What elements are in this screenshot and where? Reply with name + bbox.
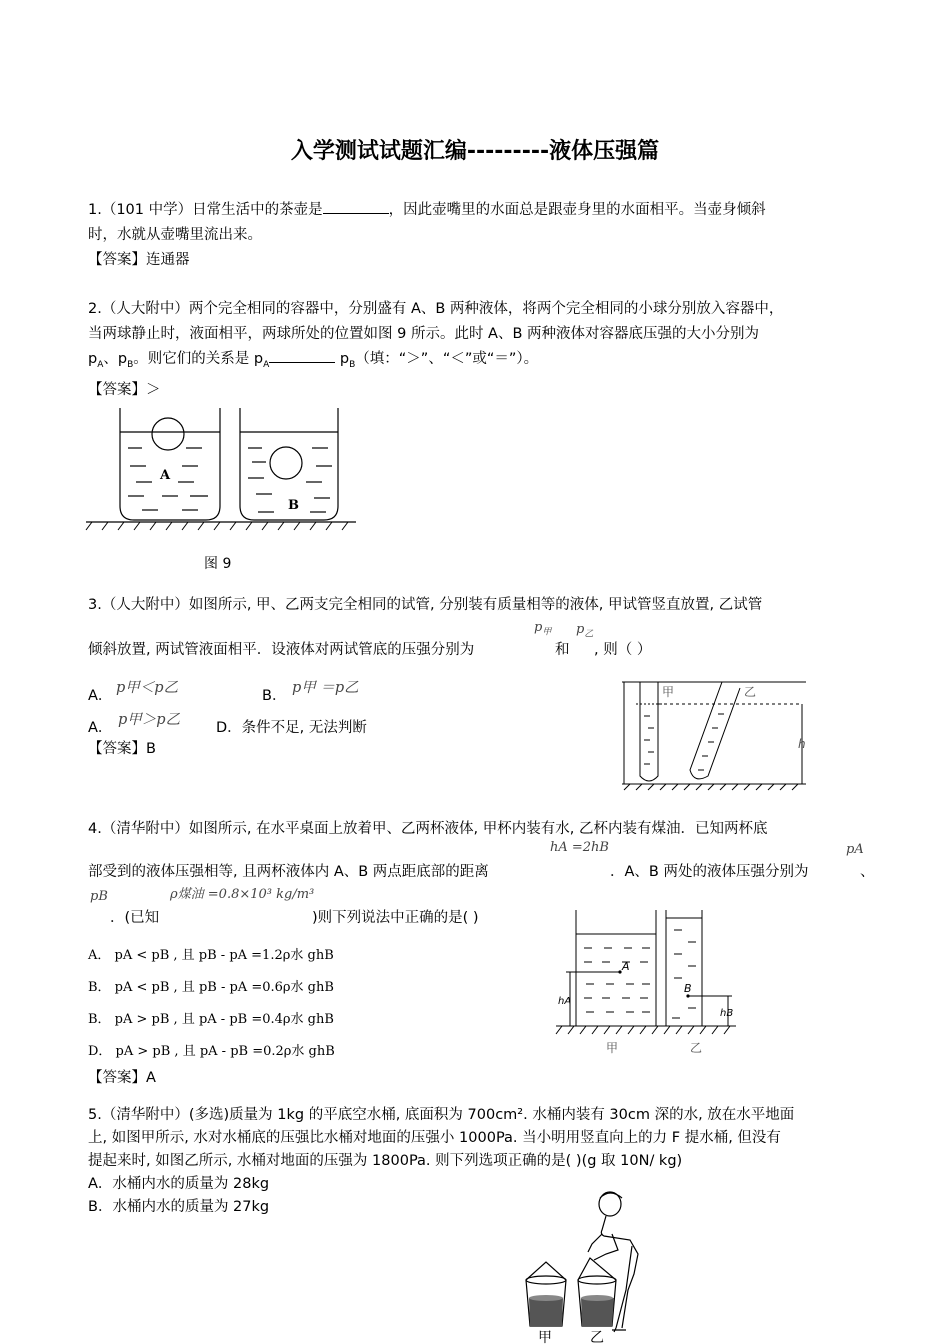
q3-option-c-label: A． [88,720,113,736]
q3-answer: 【答案】B [88,741,156,757]
figure-9-containers [86,404,361,584]
q5-text-line2: 上, 如图甲所示, 水对水桶底的压强比水桶对地面的压强小 1000Pa. 当小明用竖直向上的力 F 提水桶, 但没有 [88,1130,781,1146]
q4-option-a: A． pA < pB , 且 pB - pA =1.2ρ水 ghB [88,948,334,963]
fig-q5-yi: 乙 [590,1330,604,1344]
q3-option-c-expr: p甲＞p乙 [118,712,181,728]
fig9-label-a: A [160,468,171,483]
figure-q4-cups [556,908,756,1056]
q4-option-d: D． pA > pB , 且 pA - pB =0.2ρ水 ghB [88,1044,335,1059]
q5-text-line1: 5.（清华附中）(多选)质量为 1kg 的平底空水桶, 底面积为 700cm². 水桶内装有 30cm 深的水, 放在水平地面 [88,1107,795,1123]
q4-text-line1: 4.（清华附中）如图所示, 在水平桌面上放着甲、乙两杯液体, 甲杯内装有水, 乙杯内装有煤油．已知两杯底 [88,821,768,837]
question-1 [88,198,868,273]
q2-answer: 【答案】＞ [88,381,161,398]
q2-text-line3: $p_A$、$p_B$。则它们的关系是 $p_A$ $p_B$（填：“＞”、“＜”或“＝”）。 [88,347,868,378]
q3-and: 和 [555,642,570,658]
q3-option-a-expr: p甲＜p乙 [116,680,179,696]
q2-text-line2: 当两球静止时，液面相平，两球所处的位置如图 9 所示。此时 A、B 两种液体对容器底压强的大小分别为 [88,326,760,342]
q1-text: 1.（101 中学）日常生活中的茶壶是 [88,202,323,218]
q4-hA-eq: hA =2hB [550,840,609,855]
q1-blank [323,199,389,214]
q3-p-jia: $p_甲$ [534,620,552,638]
q3-text-line1: 3.（人大附中）如图所示, 甲、乙两支完全相同的试管, 分别装有质量相等的液体, 甲试管竖直放置, 乙试管 [88,597,763,613]
q4-option-c: B． pA > pB , 且 pA - pB =0.4ρ水 ghB [88,1012,334,1027]
q4-pB: pB [90,889,108,904]
fig-q3-h: h [798,737,806,751]
figure-q5-buckets [518,1190,668,1344]
fig-q4-jia: 甲 [606,1041,619,1055]
q1-answer: 【答案】连通器 [88,252,190,268]
q4-option-b: B． pA < pB , 且 pB - pA =0.6ρ水 ghB [88,980,334,995]
fig-q3-jia: 甲 [662,685,675,699]
fig-q4-A: A [622,960,630,973]
q3-option-d: D．条件不足, 无法判断 [216,720,367,736]
q4-text-line2-end: 、 [860,864,875,880]
fig-q3-yi: 乙 [744,685,757,699]
q4-pA: pA [846,842,864,857]
q3-option-a-label: A． [88,688,113,704]
q4-text-line3-post: )则下列说法中正确的是( ) [312,910,479,926]
q3-tail: , 则（ ） [594,642,652,658]
page-title: 入学测试试题汇编---------液体压强篇 [290,139,660,164]
q4-answer: 【答案】A [88,1070,156,1086]
fig-q4-yi: 乙 [690,1041,703,1055]
q4-text-line2-mid: ．A、B 两处的液体压强分别为 [610,864,809,880]
q5-text-line3: 提起来时, 如图乙所示, 水桶对地面的压强为 1800Pa. 则下列选项正确的是( )(g 取 10N/ kg) [88,1153,683,1169]
question-3 [88,593,868,618]
fig9-caption: 图 9 [204,556,232,572]
q4-text-line3-pre: ．(已知 [110,910,160,926]
question-5 [88,1104,868,1219]
q2-blank [269,348,335,363]
q3-p-yi: $p_乙$ [576,622,594,640]
fig-q4-hA: hA [558,996,572,1007]
q1-text-line2: 时，水就从壶嘴里流出来。 [88,227,262,243]
q4-rho: ρ煤油 =0.8×10³ kg/m³ [170,887,315,902]
q3-option-b-expr: p甲 ＝p乙 [292,680,359,696]
q1-text-cont: ，因此壶嘴里的水面总是跟壶身里的水面相平。当壶身倾斜 [388,202,766,218]
q4-text-line2: 部受到的液体压强相等, 且两杯液体内 A、B 两点距底部的距离 [88,864,489,880]
q3-option-b-label: B． [262,688,287,704]
q5-option-b: B．水桶内水的质量为 27kg [88,1199,270,1215]
fig-q4-hB: hB [720,1008,734,1019]
fig9-label-b: B [288,498,299,513]
q2-text-line1: 2.（人大附中）两个完全相同的容器中，分别盛有 A、B 两种液体，将两个完全相同的小球分别放入容器中， [88,301,784,317]
fig-q4-B: B [684,982,692,995]
figure-q3-test-tubes [622,680,812,792]
q3-text-line2: 倾斜放置, 两试管液面相平．设液体对两试管底的压强分别为 [88,642,475,658]
fig-q5-jia: 甲 [538,1330,552,1344]
q5-option-a: A．水桶内水的质量为 28kg [88,1176,270,1192]
question-2 [88,297,868,403]
